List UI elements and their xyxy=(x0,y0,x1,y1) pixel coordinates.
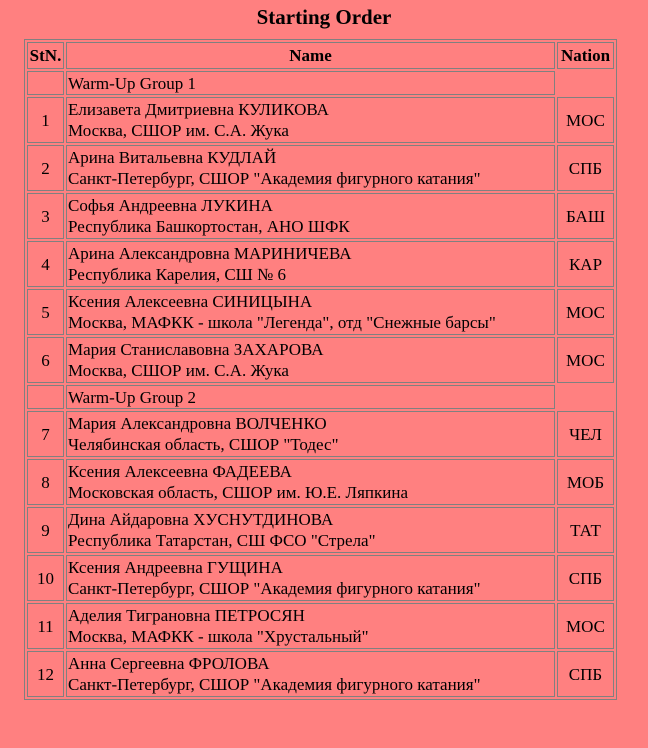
skater-name: Арина Александровна МАРИНИЧЕВА xyxy=(68,244,352,263)
skater-row xyxy=(27,97,614,143)
starting-order-table xyxy=(24,39,617,700)
skater-cell xyxy=(66,459,555,505)
header-start-no: StN. xyxy=(27,42,64,69)
empty-cell xyxy=(557,71,614,95)
skater-row xyxy=(27,459,614,505)
skater-name: Анна Сергеевна ФРОЛОВА xyxy=(68,654,270,673)
nation-code: КАР xyxy=(557,241,614,287)
skater-cell xyxy=(66,145,555,191)
nation-code: СПБ xyxy=(557,555,614,601)
skater-name: Мария Александровна ВОЛЧЕНКО xyxy=(68,414,327,433)
skater-name: Ксения Алексеевна СИНИЦЫНА xyxy=(68,292,313,311)
nation-code: МОС xyxy=(557,289,614,335)
nation-code: МОБ xyxy=(557,459,614,505)
warmup-group-label: Warm-Up Group 2 xyxy=(66,385,555,409)
nation-code: БАШ xyxy=(557,193,614,239)
skater-cell xyxy=(66,337,555,383)
start-number: 6 xyxy=(27,337,64,383)
header-name: Name xyxy=(66,42,555,69)
skater-club: Санкт-Петербург, СШОР "Академия фигурного катания" xyxy=(68,675,481,694)
warmup-group-row xyxy=(27,385,614,409)
start-number: 8 xyxy=(27,459,64,505)
nation-code: МОС xyxy=(557,603,614,649)
skater-cell xyxy=(66,193,555,239)
skater-cell xyxy=(66,651,555,697)
skater-cell xyxy=(66,507,555,553)
skater-row xyxy=(27,651,614,697)
skater-club: Московская область, СШОР им. Ю.Е. Ляпкина xyxy=(68,483,409,502)
page-title: Starting Order xyxy=(256,5,392,29)
skater-cell xyxy=(66,555,555,601)
start-number: 12 xyxy=(27,651,64,697)
skater-cell xyxy=(66,97,555,143)
skater-row xyxy=(27,411,614,457)
skater-club: Санкт-Петербург, СШОР "Академия фигурного катания" xyxy=(68,169,481,188)
skater-name: Елизавета Дмитриевна КУЛИКОВА xyxy=(68,100,329,119)
skater-row xyxy=(27,193,614,239)
skater-club: Республика Башкортостан, АНО ШФК xyxy=(68,217,350,236)
start-number: 10 xyxy=(27,555,64,601)
skater-row xyxy=(27,337,614,383)
skater-club: Москва, СШОР им. С.А. Жука xyxy=(68,121,289,140)
skater-name: Ксения Андреевна ГУЩИНА xyxy=(68,558,283,577)
skater-club: Санкт-Петербург, СШОР "Академия фигурного катания" xyxy=(68,579,481,598)
nation-code: ЧЕЛ xyxy=(557,411,614,457)
start-number: 1 xyxy=(27,97,64,143)
skater-row xyxy=(27,603,614,649)
skater-cell xyxy=(66,241,555,287)
skater-cell xyxy=(66,603,555,649)
nation-code: ТАТ xyxy=(557,507,614,553)
empty-cell xyxy=(27,385,64,409)
skater-row xyxy=(27,507,614,553)
skater-name: Софья Андреевна ЛУКИНА xyxy=(68,196,273,215)
nation-code: СПБ xyxy=(557,651,614,697)
skater-row xyxy=(27,241,614,287)
nation-code: МОС xyxy=(557,97,614,143)
header-nation: Nation xyxy=(557,42,614,69)
nation-code: СПБ xyxy=(557,145,614,191)
warmup-group-label: Warm-Up Group 1 xyxy=(66,71,555,95)
start-number: 11 xyxy=(27,603,64,649)
start-number: 7 xyxy=(27,411,64,457)
start-number: 4 xyxy=(27,241,64,287)
start-number: 2 xyxy=(27,145,64,191)
skater-row xyxy=(27,555,614,601)
skater-name: Мария Станиславовна ЗАХАРОВА xyxy=(68,340,324,359)
empty-cell xyxy=(557,385,614,409)
skater-club: Республика Татарстан, СШ ФСО "Стрела" xyxy=(68,531,376,550)
empty-cell xyxy=(27,71,64,95)
skater-name: Ксения Алексеевна ФАДЕЕВА xyxy=(68,462,292,481)
skater-name: Дина Айдаровна ХУСНУТДИНОВА xyxy=(68,510,334,529)
start-number: 3 xyxy=(27,193,64,239)
skater-cell xyxy=(66,289,555,335)
skater-club: Москва, МАФКК - школа "Хрустальный" xyxy=(68,627,369,646)
skater-club: Москва, МАФКК - школа "Легенда", отд "Снежные барсы" xyxy=(68,313,496,332)
skater-name: Аделия Тиграновна ПЕТРОСЯН xyxy=(68,606,305,625)
skater-club: Челябинская область, СШОР "Тодес" xyxy=(68,435,339,454)
skater-row xyxy=(27,145,614,191)
warmup-group-row xyxy=(27,71,614,95)
skater-club: Республика Карелия, СШ № 6 xyxy=(68,265,287,284)
start-number: 5 xyxy=(27,289,64,335)
skater-name: Арина Витальевна КУДЛАЙ xyxy=(68,148,277,167)
header-row xyxy=(27,42,614,69)
skater-row xyxy=(27,289,614,335)
skater-cell xyxy=(66,411,555,457)
nation-code: МОС xyxy=(557,337,614,383)
start-number: 9 xyxy=(27,507,64,553)
skater-club: Москва, СШОР им. С.А. Жука xyxy=(68,361,289,380)
